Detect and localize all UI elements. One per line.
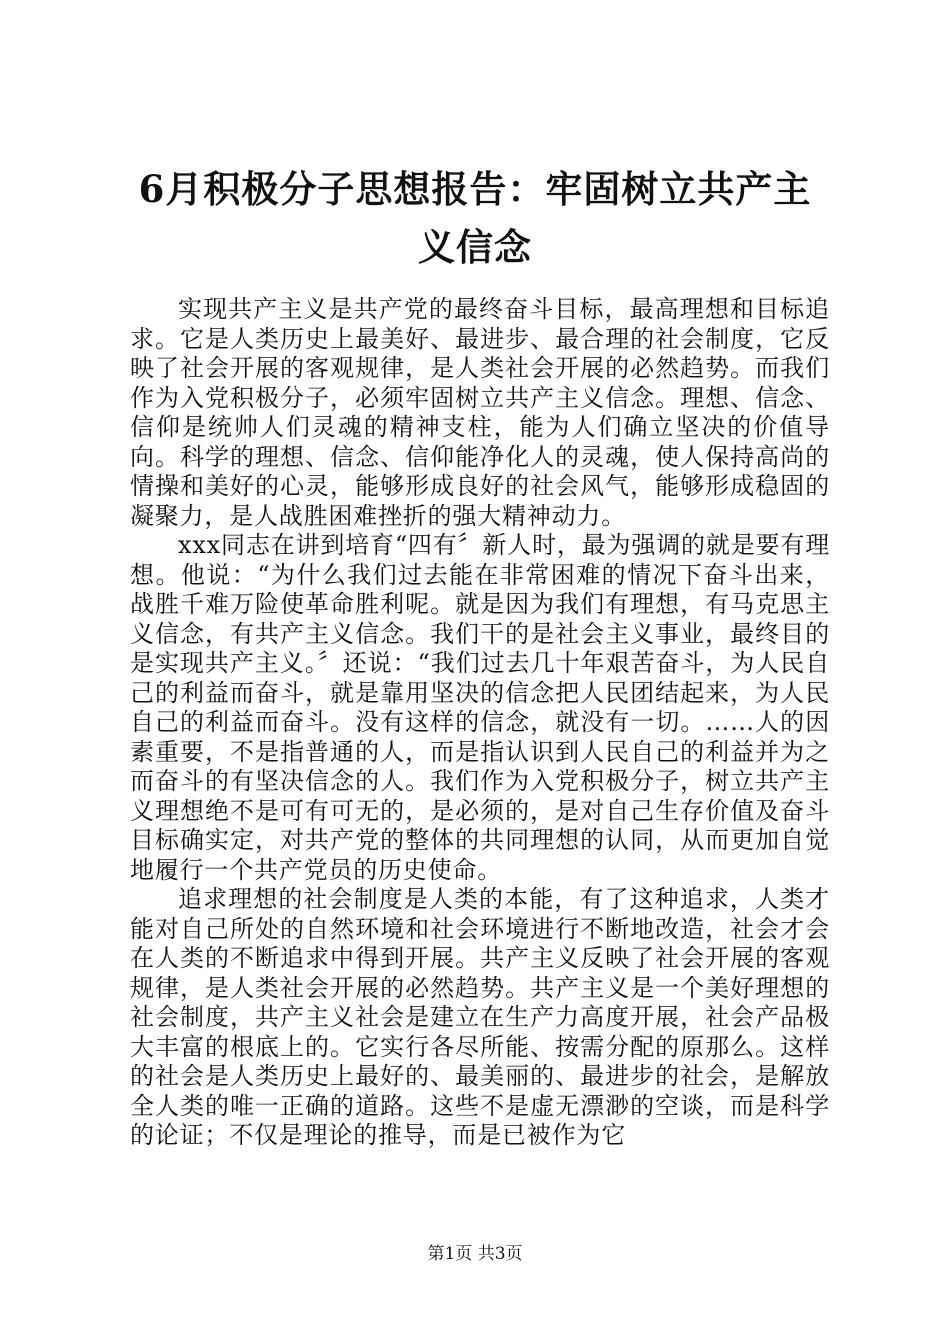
document-title: 6月积极分子思想报告：牢固树立共产主义信念 <box>138 167 812 269</box>
body-paragraph-1: 实现共产主义是共产党的最终奋斗目标，最高理想和目标追求。它是人类历史上最美好、最进步、最合理的社会制度，它反映了社会开展的客观规律，是人类社会开展的必然趋势。而我们作为入党积极分子，必须牢固树立共产主义信念。理想、信念、信仰是统帅人们灵魂的精神支柱，能为人们确立坚决的价值导向。科学的理想、信念、信仰能净化人的灵魂，使人保持高尚的情操和美好的心灵，能够形成良好的社会风气，能够形成稳固的凝聚力，是人战胜困难挫折的强大精神动力。 <box>130 295 830 530</box>
document-body <box>130 295 830 1151</box>
body-paragraph-3: 追求理想的社会制度是人类的本能，有了这种追求，人类才能对自己所处的自然环境和社会环境进行不断地改造，社会才会在人类的不断追求中得到开展。共产主义反映了社会开展的客观规律，是人类社会开展的必然趋势。共产主义是一个美好理想的社会制度，共产主义社会是建立在生产力高度开展，社会产品极大丰富的根底上的。它实行各尽所能、按需分配的原那么。这样的社会是人类历史上最好的、最美丽的、最进步的社会，是解放全人类的唯一正确的道路。这些不是虚无漂渺的空谈，而是科学的论证；不仅是理论的推导，而是已被作为它 <box>130 885 830 1149</box>
page-footer <box>0 1243 950 1265</box>
body-paragraph-2: xxx同志在讲到培育“四有〞新人时，最为强调的就是要有理想。他说：“为什么我们过去能在非常困难的情况下奋斗出来，战胜千难万险使革命胜利呢。就是因为我们有理想，有马克思主义信念，有共产主义信念。我们干的是社会主义事业，最终目的是实现共产主义。〞还说：“我们过去几十年艰苦奋斗，为人民自己的利益而奋斗，就是靠用坚决的信念把人民团结起来，为人民自己的利益而奋斗。没有这样的信念，就没有一切。……人的因素重要，不是指普通的人，而是指认识到人民自己的利益并为之而奋斗的有坚决信念的人。我们作为入党积极分子，树立共产主义理想绝不是可有可无的，是必须的，是对自己生存价值及奋斗目标确实定，对共产党的整体的共同理想的认同，从而更加自觉地履行一个共产党员的历史使命。 <box>130 531 830 884</box>
page-number: 第1页 共3页 <box>427 1244 523 1264</box>
